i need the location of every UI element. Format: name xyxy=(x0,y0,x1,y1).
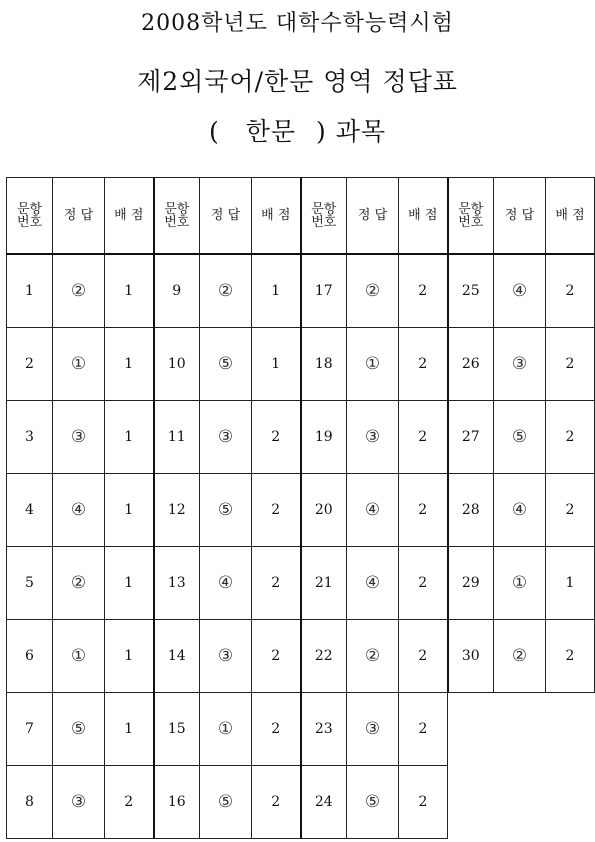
answer-cell: ② xyxy=(53,254,105,328)
header-number-line1: 문항 xyxy=(458,201,484,217)
question-number-cell: 28 xyxy=(448,474,494,547)
answer-cell: ② xyxy=(494,620,546,693)
question-number-cell: 27 xyxy=(448,401,494,474)
points-cell: 2 xyxy=(105,766,154,839)
answer-cell: ① xyxy=(494,547,546,620)
header-question-number xyxy=(301,178,347,255)
question-number-cell: 15 xyxy=(154,693,200,766)
question-number-cell: 3 xyxy=(7,401,53,474)
points-cell: 2 xyxy=(399,693,448,766)
answer-cell: ⑤ xyxy=(347,766,399,839)
answer-cell: ④ xyxy=(494,254,546,328)
empty-cell xyxy=(448,766,595,839)
header-answer: 정 답 xyxy=(347,178,399,255)
points-cell: 1 xyxy=(105,620,154,693)
exam-year-title: 2008학년도 대학수학능력시험 xyxy=(141,11,454,36)
answer-cell: ① xyxy=(347,328,399,401)
points-cell: 2 xyxy=(399,328,448,401)
question-number-cell: 8 xyxy=(7,766,53,839)
answer-cell: ④ xyxy=(200,547,252,620)
table-row xyxy=(7,254,595,328)
header-answer: 정 답 xyxy=(494,178,546,255)
points-cell: 1 xyxy=(252,328,301,401)
header-number-line2: 번호 xyxy=(311,214,337,230)
question-number-cell: 30 xyxy=(448,620,494,693)
question-number-cell: 21 xyxy=(301,547,347,620)
answer-cell: ④ xyxy=(347,547,399,620)
answer-cell: ③ xyxy=(347,401,399,474)
question-number-cell: 14 xyxy=(154,620,200,693)
answer-cell: ③ xyxy=(200,401,252,474)
question-number-cell: 2 xyxy=(7,328,53,401)
answer-cell: ⑤ xyxy=(200,474,252,547)
answer-cell: ③ xyxy=(53,401,105,474)
close-paren: ) xyxy=(316,117,327,146)
answer-sheet-title: 제2외국어/한문 영역 정답표 xyxy=(137,67,458,96)
subject-suffix: 과목 xyxy=(335,117,387,146)
header-points: 배 점 xyxy=(105,178,154,255)
table-row xyxy=(7,693,595,766)
points-cell: 2 xyxy=(546,401,595,474)
subject-name: 한문 xyxy=(245,117,297,146)
question-number-cell: 4 xyxy=(7,474,53,547)
answer-table xyxy=(6,177,595,839)
points-cell: 1 xyxy=(105,693,154,766)
question-number-cell: 7 xyxy=(7,693,53,766)
points-cell: 2 xyxy=(546,254,595,328)
question-number-cell: 26 xyxy=(448,328,494,401)
points-cell: 2 xyxy=(546,474,595,547)
table-row xyxy=(7,547,595,620)
question-number-cell: 25 xyxy=(448,254,494,328)
answer-cell: ② xyxy=(53,547,105,620)
header-question-number xyxy=(448,178,494,255)
header-number-line1: 문항 xyxy=(164,201,190,217)
points-cell: 1 xyxy=(546,547,595,620)
question-number-cell: 18 xyxy=(301,328,347,401)
answer-cell: ⑤ xyxy=(53,693,105,766)
header-points: 배 점 xyxy=(399,178,448,255)
question-number-cell: 19 xyxy=(301,401,347,474)
points-cell: 2 xyxy=(252,547,301,620)
answer-cell: ① xyxy=(53,328,105,401)
answer-cell: ① xyxy=(200,693,252,766)
open-paren: ( xyxy=(208,117,220,146)
points-cell: 2 xyxy=(252,693,301,766)
question-number-cell: 10 xyxy=(154,328,200,401)
question-number-cell: 13 xyxy=(154,547,200,620)
answer-cell: ③ xyxy=(200,620,252,693)
question-number-cell: 23 xyxy=(301,693,347,766)
points-cell: 2 xyxy=(252,766,301,839)
points-cell: 1 xyxy=(105,547,154,620)
points-cell: 2 xyxy=(399,547,448,620)
points-cell: 2 xyxy=(252,620,301,693)
points-cell: 2 xyxy=(399,254,448,328)
table-body xyxy=(7,254,595,839)
points-cell: 2 xyxy=(546,328,595,401)
header-question-number xyxy=(154,178,200,255)
points-cell: 2 xyxy=(399,766,448,839)
points-cell: 2 xyxy=(399,620,448,693)
table-row xyxy=(7,328,595,401)
points-cell: 1 xyxy=(252,254,301,328)
question-number-cell: 5 xyxy=(7,547,53,620)
question-number-cell: 6 xyxy=(7,620,53,693)
header-number-line2: 번호 xyxy=(458,214,484,230)
answer-cell: ③ xyxy=(494,328,546,401)
answer-cell: ③ xyxy=(53,766,105,839)
header-number-line1: 문항 xyxy=(311,201,337,217)
header-answer: 정 답 xyxy=(200,178,252,255)
points-cell: 1 xyxy=(105,401,154,474)
points-cell: 2 xyxy=(546,620,595,693)
question-number-cell: 16 xyxy=(154,766,200,839)
answer-cell: ⑤ xyxy=(200,766,252,839)
answer-cell: ① xyxy=(53,620,105,693)
answer-cell: ④ xyxy=(347,474,399,547)
table-header-row xyxy=(7,178,595,255)
answer-cell: ④ xyxy=(494,474,546,547)
question-number-cell: 11 xyxy=(154,401,200,474)
points-cell: 2 xyxy=(399,401,448,474)
points-cell: 1 xyxy=(105,474,154,547)
question-number-cell: 20 xyxy=(301,474,347,547)
answer-cell: ② xyxy=(347,254,399,328)
points-cell: 2 xyxy=(252,401,301,474)
points-cell: 1 xyxy=(105,328,154,401)
answer-cell: ⑤ xyxy=(494,401,546,474)
header-question-number xyxy=(7,178,53,255)
question-number-cell: 12 xyxy=(154,474,200,547)
answer-cell: ③ xyxy=(347,693,399,766)
table-row xyxy=(7,766,595,839)
answer-cell: ⑤ xyxy=(200,328,252,401)
question-number-cell: 9 xyxy=(154,254,200,328)
header-number-line2: 번호 xyxy=(16,214,43,230)
header-number-line1: 문항 xyxy=(16,201,43,217)
header-points: 배 점 xyxy=(546,178,595,255)
question-number-cell: 24 xyxy=(301,766,347,839)
subject-line xyxy=(0,112,595,148)
empty-cell xyxy=(448,693,595,766)
points-cell: 1 xyxy=(105,254,154,328)
header-number-line2: 번호 xyxy=(164,214,190,230)
question-number-cell: 29 xyxy=(448,547,494,620)
header-answer: 정 답 xyxy=(53,178,105,255)
answer-cell: ② xyxy=(347,620,399,693)
table-row xyxy=(7,620,595,693)
question-number-cell: 1 xyxy=(7,254,53,328)
table-row xyxy=(7,401,595,474)
header-points: 배 점 xyxy=(252,178,301,255)
answer-cell: ④ xyxy=(53,474,105,547)
question-number-cell: 17 xyxy=(301,254,347,328)
answer-cell: ② xyxy=(200,254,252,328)
points-cell: 2 xyxy=(252,474,301,547)
table-row xyxy=(7,474,595,547)
question-number-cell: 22 xyxy=(301,620,347,693)
points-cell: 2 xyxy=(399,474,448,547)
